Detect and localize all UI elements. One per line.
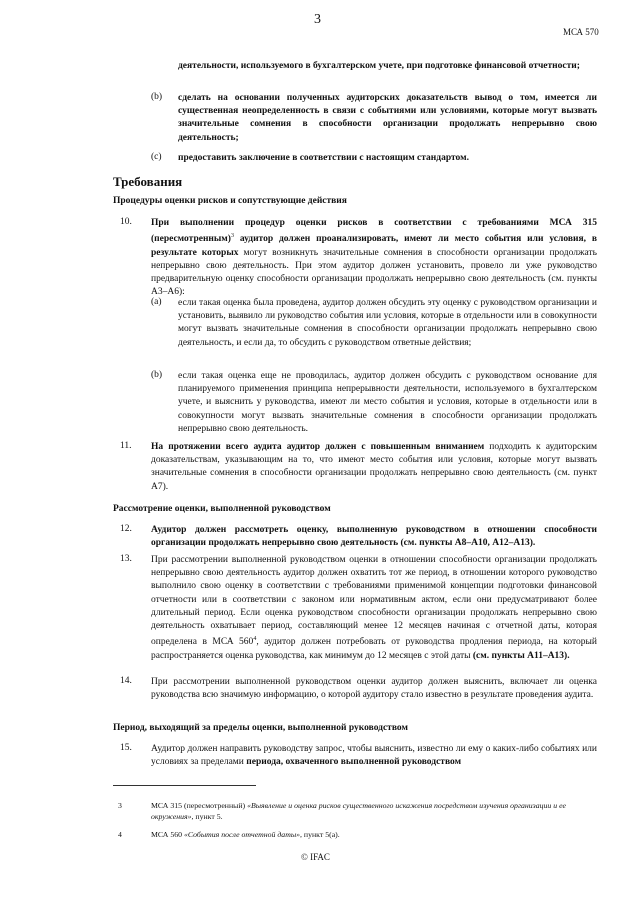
- para-10a-label: (a): [151, 297, 162, 307]
- para-10b-label: (b): [151, 370, 163, 380]
- para-10b-text: если такая оценка еще не проводилась, аудитор должен обсудить с руководством основание для планируемого применения принципа непрерывности деятельности, используемого в бухгалтерском учете, и выяснить у руководства, имеют ли место события и условия, которые в отдельности или в совокупности могут вызвать значительные сомнения в способности организации продолжать непрерывно свою деятельность.: [178, 371, 597, 434]
- intro-b-text: сделать на основании полученных аудиторских доказательств вывод о том, имеется ли существенная неопределенность в связи с событиями или условиями, которые могут вызвать значительные сомнения в способности организации продолжать непрерывно свою деятельность;: [178, 93, 597, 143]
- para-10-number: 10.: [120, 217, 132, 227]
- footnote-3-text: МСА 315 (пересмотренный) «Выявление и оценка рисков существенного искажения посредством изучения организации и ее окружения», пункт 5.: [151, 801, 567, 821]
- para-11-number: 11.: [120, 441, 132, 451]
- para-13-number: 13.: [120, 554, 132, 564]
- para-12-text: Аудитор должен рассмотреть оценку, выполненную руководством в отношении способности организации продолжать непрерывно свою деятельность (см. пункты А8–А10, А12–А13).: [151, 525, 597, 549]
- para-10a-text: если такая оценка была проведена, аудитор должен обсудить эту оценку с руководством организации и установить, выявило ли руководство события или условия, которые в отдельности или в совокупности могут вызвать значительные сомнения в способности организации продолжать непрерывно свою деятельность, и если да, то обсудить с руководством ответные действия;: [178, 298, 597, 348]
- intro-c-text: предоставить заключение в соответствии с настоящим стандартом.: [178, 153, 469, 163]
- footnote-4-mark: 4: [118, 830, 122, 839]
- para-10-text: При выполнении процедур оценки рисков в соответствии с требованиями МСА 315 (пересмотренным)$^3$ аудитор должен проанализировать, имеют ли место события или условия, в результате которых могут возникнуть значительные сомнения в способности организации продолжать непрерывно свою деятельность. При этом аудитор должен установить, провело ли уже руководство предварительную оценку способности организации продолжать непрерывно свою деятельность (см. пункты А3–А6):: [151, 218, 597, 298]
- para-13-text: При рассмотрении выполненной руководством оценки в отношении способности организации продолжать непрерывно свою деятельность аудитор должен охватить тот же период, в отношении которого руководство выполнило свою оценку в соответствии с требованиями применимой концепции подготовки финансовой отчетности или в соответствии с законом или нормативным актом, если они предусматривают более длительный период. Если оценка руководством способности организации продолжать непрерывно свою деятельность охватывает период, составляющий менее 12 месяцев начиная с отчетной даты, которая определена в МСА $560^4$, аудитор должен потребовать от руководства продления периода, на который распространяется оценка руководства, как минимум до 12 месяцев с этой даты (см. пункты А11–А13).: [151, 555, 597, 661]
- intro-continuation: деятельности, используемого в бухгалтерском учете, при подготовке финансовой отчетности;: [178, 61, 580, 71]
- intro-c-label: (c): [151, 152, 162, 162]
- para-15-text: Аудитор должен направить руководству запрос, чтобы выяснить, известно ли ему о каких-либо событиях или условиях за пределами периода, охваченного выполненной руководством: [151, 744, 597, 768]
- footnote-3-mark: 3: [118, 801, 122, 810]
- section-heading-beyond: Период, выходящий за пределы оценки, выполненной руководством: [113, 723, 408, 733]
- footnote-separator: [113, 785, 256, 786]
- requirements-heading: Требования: [113, 174, 183, 189]
- section-heading-management: Рассмотрение оценки, выполненной руководством: [113, 504, 331, 514]
- para-12-number: 12.: [120, 524, 132, 534]
- page-number: 3: [314, 12, 321, 27]
- para-11-text: На протяжении всего аудита аудитор должен с повышенным вниманием подходить к аудиторским доказательствам, указывающим на то, что имеют место события или условия, которые могут вызвать значительные сомнения в способности организации продолжать непрерывно свою деятельность (см. пункт А7).: [151, 442, 597, 492]
- footnote-4-text: МСА 560 «События после отчетной даты», пункт 5(a).: [151, 830, 340, 839]
- document-id: МСА 570: [563, 27, 599, 37]
- section-heading-risk: Процедуры оценки рисков и сопутствующие действия: [113, 196, 347, 206]
- para-14-text: При рассмотрении выполненной руководством оценки аудитор должен выяснить, включает ли оценка руководства всю значимую информацию, о которой аудитору стало известно в результате проведения аудита.: [151, 677, 597, 701]
- para-14-number: 14.: [120, 676, 132, 686]
- intro-b-label: (b): [151, 92, 163, 102]
- para-15-number: 15.: [120, 743, 132, 753]
- copyright-footer: © IFAC: [301, 852, 330, 862]
